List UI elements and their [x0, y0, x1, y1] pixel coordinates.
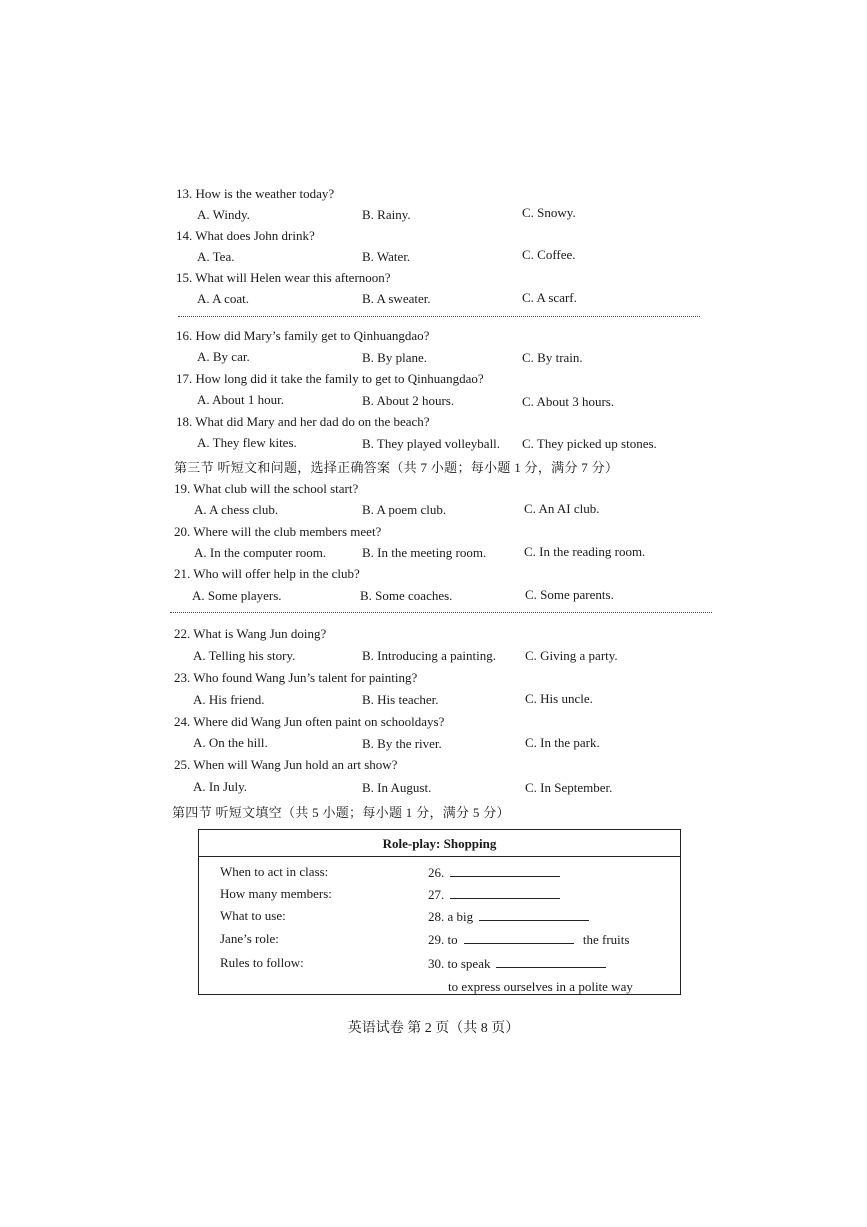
option-13a: A. Windy. [197, 207, 250, 222]
table-row-answer [428, 931, 629, 948]
option-20b: B. In the meeting room. [362, 545, 487, 560]
item-number: 27. [428, 887, 445, 902]
option-25c: C. In September. [525, 780, 613, 795]
option-17a: A. About 1 hour. [197, 392, 285, 407]
option-17c: C. About 3 hours. [522, 394, 615, 409]
option-23a: A. His friend. [193, 692, 265, 707]
item-number: 30. [428, 956, 445, 971]
option-19c: C. An AI club. [524, 501, 600, 516]
table-row-label: Jane’s role: [220, 931, 279, 946]
option-14b: B. Water. [362, 249, 411, 264]
question-17: 17. How long did it take the family to get to Qinhuangdao? [176, 371, 484, 386]
table-row-answer [428, 886, 560, 903]
item-number: 29. [428, 932, 445, 947]
option-15c: C. A scarf. [522, 290, 577, 305]
option-25a: A. In July. [193, 779, 248, 794]
answer-blank-27[interactable] [450, 886, 560, 899]
option-21c: C. Some parents. [525, 587, 614, 602]
option-18a: A. They flew kites. [197, 435, 297, 450]
option-16c: C. By train. [522, 350, 583, 365]
role-play-table [198, 829, 681, 995]
table-row-answer [428, 908, 589, 925]
option-18c: C. They picked up stones. [522, 436, 657, 451]
option-19a: A. A chess club. [194, 502, 279, 517]
item-number: 28. [428, 909, 445, 924]
option-13c: C. Snowy. [522, 205, 576, 220]
option-18b: B. They played volleyball. [362, 436, 501, 451]
option-17b: B. About 2 hours. [362, 393, 455, 408]
option-21a: A. Some players. [192, 588, 282, 603]
option-22c: C. Giving a party. [525, 648, 618, 663]
dotted-divider [178, 316, 700, 317]
option-16b: B. By plane. [362, 350, 427, 365]
option-23b: B. His teacher. [362, 692, 439, 707]
question-13: 13. How is the weather today? [176, 186, 335, 201]
option-20a: A. In the computer room. [194, 545, 327, 560]
answer-blank-28[interactable] [479, 908, 589, 921]
table-row-label: When to act in class: [220, 864, 329, 879]
option-24a: A. On the hill. [193, 735, 268, 750]
answer-blank-29[interactable] [464, 931, 574, 944]
question-24: 24. Where did Wang Jun often paint on schooldays? [174, 714, 445, 729]
option-25b: B. In August. [362, 780, 432, 795]
item-number: 26. [428, 865, 445, 880]
option-14c: C. Coffee. [522, 247, 576, 262]
answer-suffix: the fruits [582, 932, 630, 947]
question-14: 14. What does John drink? [176, 228, 315, 243]
option-23c: C. His uncle. [525, 691, 593, 706]
option-15b: B. A sweater. [362, 291, 431, 306]
question-22: 22. What is Wang Jun doing? [174, 626, 327, 641]
question-23: 23. Who found Wang Jun’s talent for painting? [174, 670, 418, 685]
table-row-label: How many members: [220, 886, 332, 901]
option-24b: B. By the river. [362, 736, 442, 751]
table-extra-line: to express ourselves in a polite way [448, 979, 633, 994]
table-row-label: Rules to follow: [220, 955, 304, 970]
option-15a: A. A coat. [197, 291, 249, 306]
question-19: 19. What club will the school start? [174, 481, 359, 496]
option-21b: B. Some coaches. [360, 588, 453, 603]
answer-prefix: to speak [447, 956, 491, 971]
table-row-answer [428, 864, 560, 881]
option-20c: C. In the reading room. [524, 544, 646, 559]
answer-blank-26[interactable] [450, 864, 560, 877]
answer-prefix: a big [447, 909, 474, 924]
question-20: 20. Where will the club members meet? [174, 524, 382, 539]
option-13b: B. Rainy. [362, 207, 411, 222]
option-24c: C. In the park. [525, 735, 600, 750]
dotted-divider [170, 612, 712, 613]
option-22a: A. Telling his story. [193, 648, 296, 663]
option-14a: A. Tea. [197, 249, 235, 264]
option-19b: B. A poem club. [362, 502, 447, 517]
option-22b: B. Introducing a painting. [362, 648, 496, 663]
option-16a: A. By car. [197, 349, 250, 364]
section-4-heading: 第四节 听短文填空（共 5 小题；每小题 1 分，满分 5 分） [172, 805, 510, 820]
answer-prefix: to [447, 932, 458, 947]
question-16: 16. How did Mary’s family get to Qinhuangdao? [176, 328, 430, 343]
table-row-answer [428, 955, 606, 972]
table-row-label: What to use: [220, 908, 286, 923]
question-15: 15. What will Helen wear this afternoon? [176, 270, 391, 285]
answer-blank-30[interactable] [496, 955, 606, 968]
question-18: 18. What did Mary and her dad do on the beach? [176, 414, 430, 429]
section-3-heading: 第三节 听短文和问题，选择正确答案（共 7 小题；每小题 1 分，满分 7 分） [174, 460, 619, 475]
question-25: 25. When will Wang Jun hold an art show? [174, 757, 398, 772]
table-title: Role-play: Shopping [199, 830, 680, 857]
page-footer: 英语试卷 第 2 页（共 8 页） [347, 1021, 520, 1036]
question-21: 21. Who will offer help in the club? [174, 566, 360, 581]
